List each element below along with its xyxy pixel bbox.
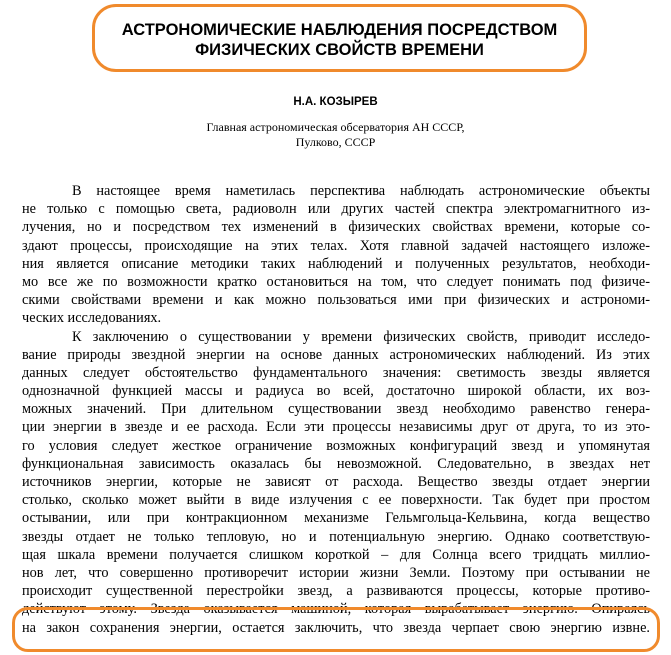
text-line: данных следует обстоятельство фундаментального значения: светимость звезды является <box>22 364 650 381</box>
text-line: вание природы звездной энергии на основе данных астрономических наблюдений. Из этих <box>22 346 650 363</box>
text-line: остывании, или при контракционном механизме Гельмгольца-Кельвина, когда вещество <box>22 510 650 527</box>
title-line-1: АСТРОНОМИЧЕСКИЕ НАБЛЮДЕНИЯ ПОСРЕДСТВОМ <box>121 21 558 39</box>
text-line: ческих исследованиях. <box>22 310 162 327</box>
text-line: столько, сколько может выйти в виде излучения с ее поверхности. Так будет при простом <box>22 492 650 509</box>
text-line: го условия следует жесткое ограничение возможных конфигураций звезд и упомянутая <box>22 437 650 454</box>
text-line: щая шкала времени получается слишком короткой – для Солнца всего тридцать миллио- <box>22 546 650 563</box>
affiliation-line-2: Пулково, СССР <box>295 135 376 149</box>
text-line: на закон сохранения энергии, остается заключить, что звезда черпает свою энергию извне. <box>22 619 650 636</box>
text-line: нов лет, что совершенно противоречит истории жизни Земли. Поэтому при остывании не <box>22 564 650 581</box>
author-name: Н.А. КОЗЫРЕВ <box>293 96 378 108</box>
text-line: однозначной функцией массы и радиуса во всей, достаточно широкой области, их воз- <box>22 383 650 400</box>
text-line: мо все же по возможности кратко остановиться на том, что следует понимать под физиче- <box>22 273 650 290</box>
text-line: В настоящее время наметилась перспектива наблюдать астрономические объекты <box>72 183 650 199</box>
body-text <box>22 182 650 637</box>
affiliation-line-1: Главная астрономическая обсерватория АН СССР, <box>206 120 465 134</box>
text-line: функциональная зависимость оказалась бы невозможной. Следовательно, в звездах нет <box>22 455 650 472</box>
text-line: ции энергии в звезде и ее расхода. Если эти процессы независимы друг от друга, то из это- <box>22 419 650 436</box>
text-line: происходит существенной перестройки звезд, а развиваются процессы, которые противо- <box>22 583 650 600</box>
text-line: не только с помощью света, радиоволн или других частей спектра электромагнитного из- <box>22 201 650 218</box>
text-line: К заключению о существовании у времени физических свойств, приводит исследо- <box>72 328 650 345</box>
title-line-2: ФИЗИЧЕСКИХ СВОЙСТВ ВРЕМЕНИ <box>195 41 484 59</box>
affiliation <box>0 120 671 150</box>
text-line: скими свойствами времени и как можно пользоваться ими при физических и астрономи- <box>22 292 650 309</box>
bottom-highlight-oval <box>12 607 660 652</box>
text-line: здают процессы, происходящие на этих телах. Хотя главной задачей настоящего изложе- <box>22 237 650 254</box>
paper-title <box>92 20 587 60</box>
text-line: звезды отдает не только тепловую, но и потенциальную энергию. Однако соответствую- <box>22 528 650 545</box>
text-line: ния является описание методики таких наблюдений и полученных результатов, необходи- <box>22 255 650 272</box>
text-line: лучения, но и посредством тех изменений в физических свойствах времени, которые со- <box>22 219 650 236</box>
text-line: можных значений. При длительном существовании звезд необходимо равенство генера- <box>22 401 650 418</box>
text-line: действуют этому. Звезда оказывается машиной, которая вырабатывает энергию. Опираясь <box>22 601 650 618</box>
text-line: источников энергии, которые не зависят от расхода. Вещество звезды отдает энергии <box>22 474 650 490</box>
